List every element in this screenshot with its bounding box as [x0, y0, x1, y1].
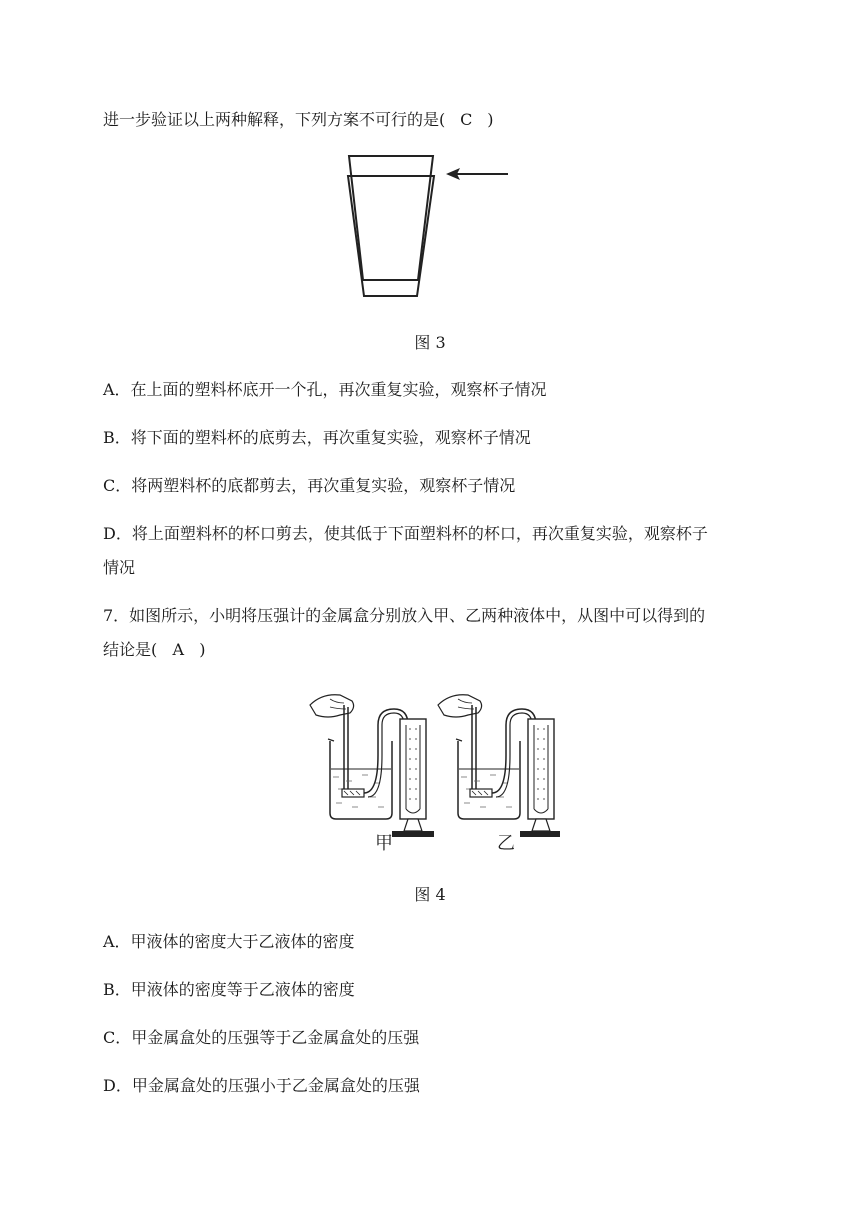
figure-4-label-jia: 甲: [375, 833, 393, 854]
q7-close: ): [199, 640, 206, 659]
q7-stem-line1: 7．如图所示，小明将压强计的金属盒分别放入甲、乙两种液体中，从图中可以得到的: [103, 606, 706, 625]
q6-option-a: A．在上面的塑料杯底开一个孔，再次重复实验，观察杯子情况: [103, 380, 547, 399]
q6-option-c: C．将两塑料杯的底都剪去，再次重复实验，观察杯子情况: [103, 476, 516, 495]
figure-3-cups: [340, 150, 520, 300]
q6-stem: [103, 110, 494, 130]
gauge-jia: [310, 695, 434, 837]
q6-close: ): [487, 110, 494, 129]
figure-3-caption: 图 3: [414, 333, 446, 352]
upper-cup: [349, 156, 433, 280]
q7-stem-prefix: 结论是(: [103, 640, 158, 659]
figure-4-pressure-gauges: [300, 685, 560, 855]
q6-stem-text: 进一步验证以上两种解释，下列方案不可行的是(: [103, 110, 446, 129]
q6-option-d-line2: 情况: [103, 558, 136, 577]
q7-option-b: B．甲液体的密度等于乙液体的密度: [103, 980, 355, 999]
q7-stem-line2: [103, 640, 206, 660]
q7-option-c: C．甲金属盒处的压强等于乙金属盒处的压强: [103, 1028, 420, 1047]
figure-4-label-yi: 乙: [497, 833, 515, 854]
figure-4-caption: 图 4: [414, 885, 446, 904]
q6-option-d-line1: D．将上面塑料杯的杯口剪去，使其低于下面塑料杯的杯口，再次重复实验，观察杯子: [103, 524, 708, 543]
q7-answer: A: [172, 640, 185, 659]
q7-option-d: D．甲金属盒处的压强小于乙金属盒处的压强: [103, 1076, 420, 1095]
q6-answer: C: [460, 110, 473, 129]
lower-cup: [348, 176, 434, 296]
gauge-yi: [438, 695, 560, 837]
q6-option-b: B．将下面的塑料杯的底剪去，再次重复实验，观察杯子情况: [103, 428, 531, 447]
q7-option-a: A．甲液体的密度大于乙液体的密度: [103, 932, 355, 951]
